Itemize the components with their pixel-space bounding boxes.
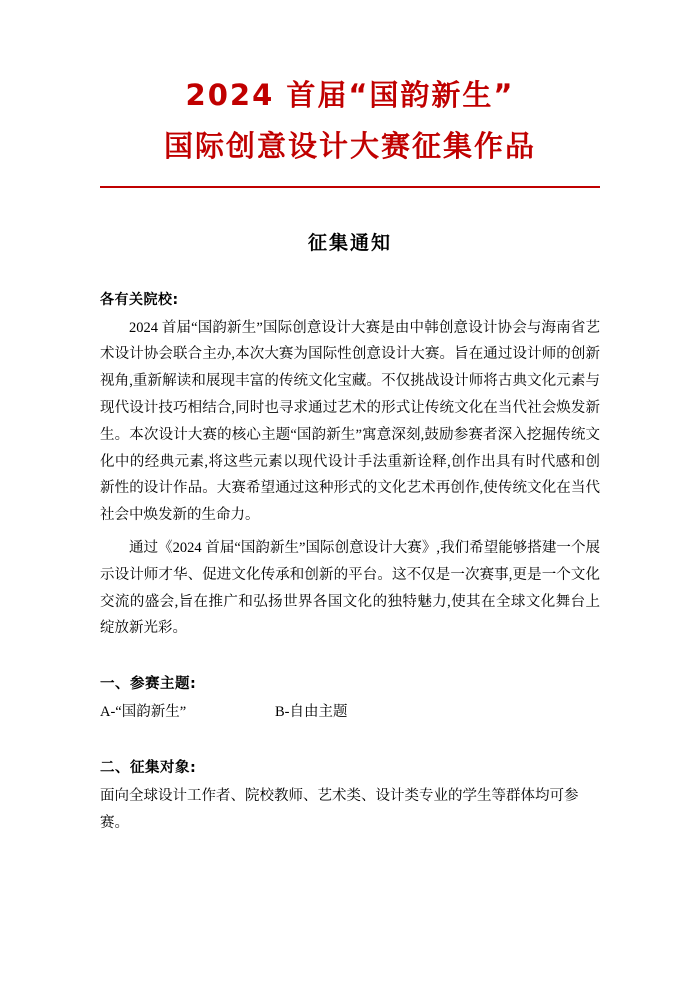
section-heading-theme: 一、参赛主题: [100, 676, 197, 693]
theme-option-a: A-“国韵新生” [100, 704, 187, 721]
section-body-audience: 面向全球设计工作者、院校教师、艺术类、设计类专业的学生等群体均可参赛。 [100, 788, 579, 831]
title-line-1: 2024 首届“国韵新生” [185, 78, 515, 112]
paragraph-intro: 2024 首届“国韵新生”国际创意设计大赛是由中韩创意设计协会与海南省艺术设计协会联合主办,本次大赛为国际性创意设计大赛。旨在通过设计师的创新视角,重新解读和展现丰富的传统文化宝藏。不仅挑战设计师将古典文化元素与现代设计技巧相结合,同时也寻求通过艺术的形式让传统文化在当代社会焕发新生。本次设计大赛的核心主题“国韵新生”寓意深刻,鼓励参赛者深入挖掘传统文化中的经典元素,将这些元素以现代设计手法重新诠释,创作出具有时代感和创新性的设计作品。大赛希望通过这种形式的文化艺术再创作,使传统文化在当代社会中焕发新的生命力。 [100, 319, 600, 524]
theme-option-b: B-自由主题 [275, 704, 348, 721]
title-divider [100, 186, 600, 188]
document-subtitle: 征集通知 [307, 231, 392, 254]
title-line-2: 国际创意设计大赛征集作品 [163, 128, 536, 163]
salutation: 各有关院校: [100, 291, 179, 308]
section-heading-audience: 二、征集对象: [100, 760, 197, 777]
paragraph-purpose: 通过《2024 首届“国韵新生”国际创意设计大赛》,我们希望能够搭建一个展示设计师才华、促进文化传承和创新的平台。这不仅是一次赛事,更是一个文化交流的盛会,旨在推广和弘扬世界各国文化的独特魅力,使其在全球文化舞台上绽放新光彩。 [100, 540, 600, 637]
theme-options [100, 699, 600, 726]
document-title-block [100, 70, 600, 188]
